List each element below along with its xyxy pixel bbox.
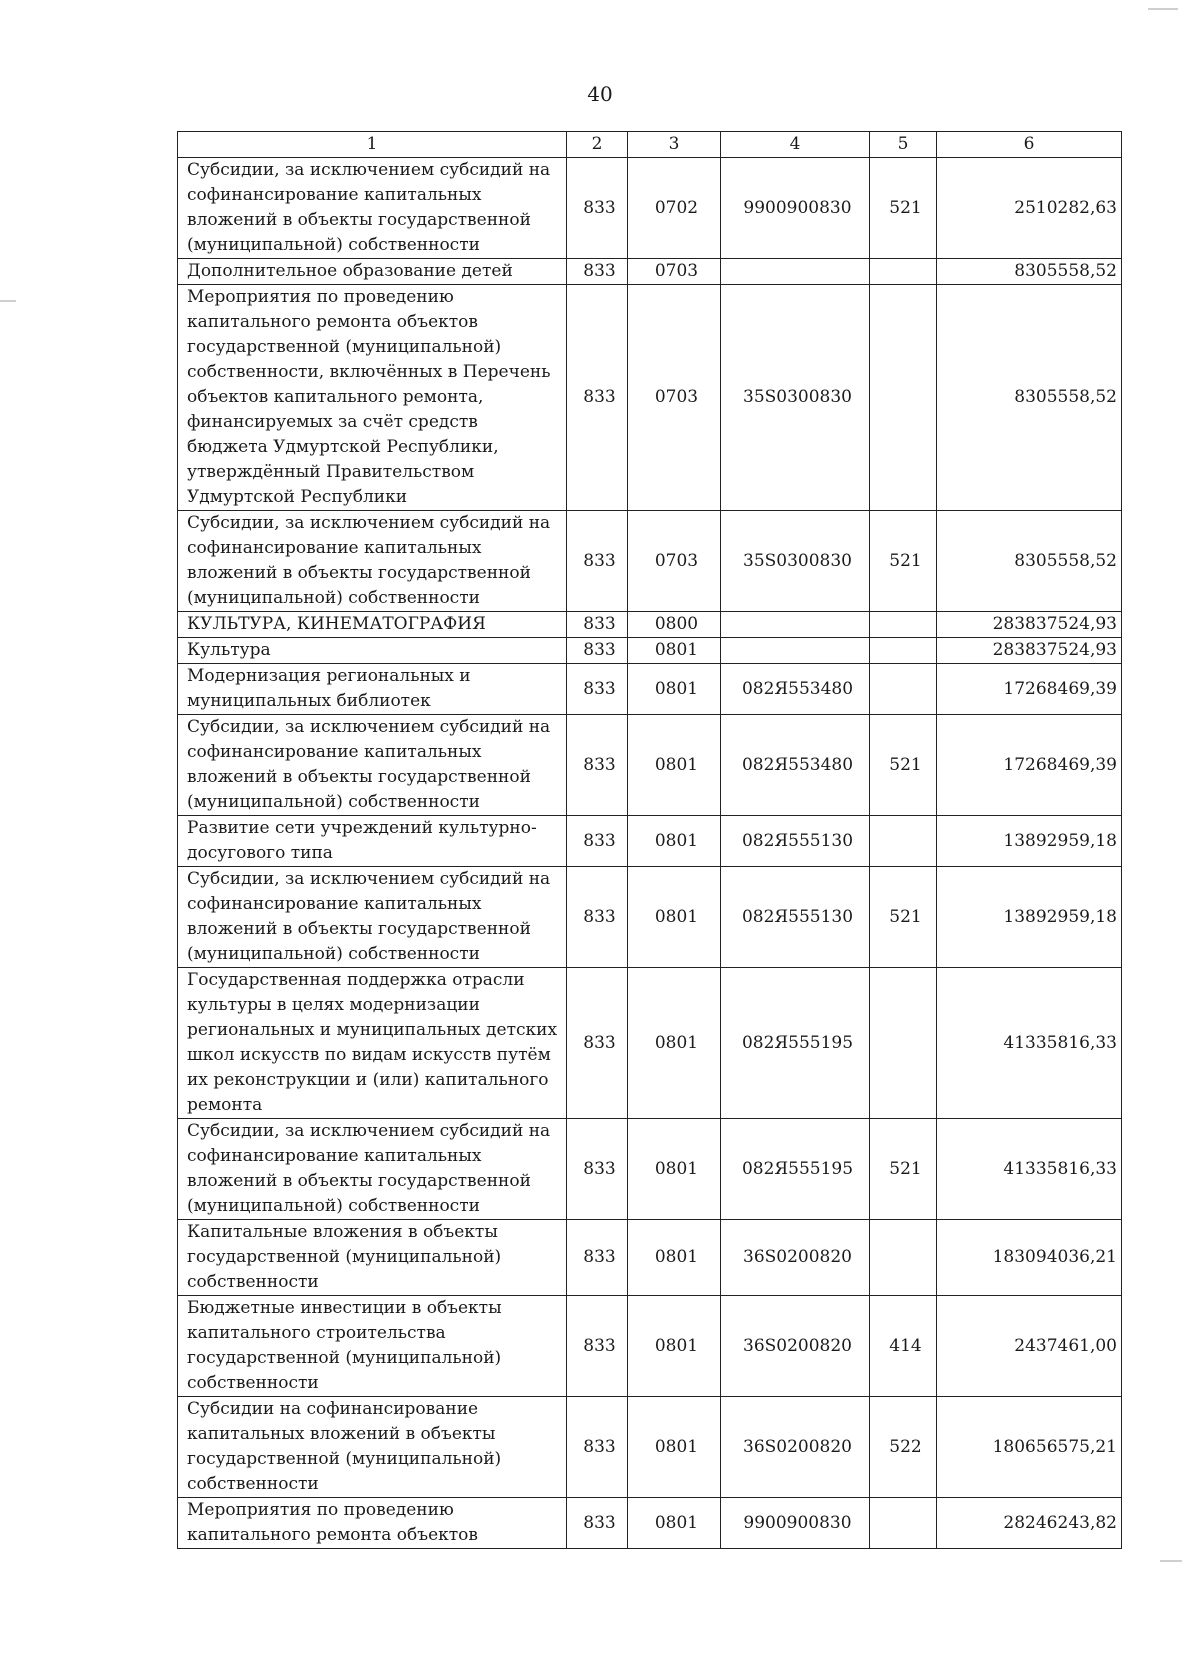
table-row xyxy=(178,1119,1122,1220)
row-amount-cell: 183094036,21 xyxy=(937,1220,1122,1296)
row-expense-type-cell: 414 xyxy=(870,1296,937,1397)
table-row xyxy=(178,1296,1122,1397)
table-row xyxy=(178,158,1122,259)
row-amount-cell: 17268469,39 xyxy=(937,715,1122,816)
row-section-cell: 0801 xyxy=(628,1397,721,1498)
row-ved-cell: 833 xyxy=(567,1296,628,1397)
row-name-cell: КУЛЬТУРА, КИНЕМАТОГРАФИЯ xyxy=(178,612,567,638)
table-row xyxy=(178,638,1122,664)
row-name-cell: Дополнительное образование детей xyxy=(178,259,567,285)
row-amount-cell: 283837524,93 xyxy=(937,638,1122,664)
row-amount-cell: 180656575,21 xyxy=(937,1397,1122,1498)
header-col-3: 3 xyxy=(628,132,721,158)
row-target-article-cell: 35S0300830 xyxy=(721,285,870,511)
row-target-article-cell: 082Я555130 xyxy=(721,867,870,968)
row-ved-cell: 833 xyxy=(567,715,628,816)
row-target-article-cell: 36S0200820 xyxy=(721,1397,870,1498)
row-section-cell: 0801 xyxy=(628,1296,721,1397)
row-expense-type-cell xyxy=(870,816,937,867)
row-name-cell: Субсидии, за исключением субсидий на софинансирование капитальных вложений в объекты государственной (муниципальной) собственности xyxy=(178,715,567,816)
row-expense-type-cell: 521 xyxy=(870,715,937,816)
row-expense-type-cell xyxy=(870,1498,937,1549)
row-expense-type-cell xyxy=(870,664,937,715)
row-name-cell: Капитальные вложения в объекты государственной (муниципальной) собственности xyxy=(178,1220,567,1296)
budget-table xyxy=(177,131,1122,1549)
row-name-cell: Развитие сети учреждений культурно-досугового типа xyxy=(178,816,567,867)
row-target-article-cell: 9900900830 xyxy=(721,1498,870,1549)
row-amount-cell: 2437461,00 xyxy=(937,1296,1122,1397)
header-col-4: 4 xyxy=(721,132,870,158)
row-section-cell: 0801 xyxy=(628,715,721,816)
row-name-cell: Государственная поддержка отрасли культуры в целях модернизации региональных и муниципальных детских школ искусств по видам искусств путём их реконструкции и (или) капитального ремонта xyxy=(178,968,567,1119)
row-amount-cell: 8305558,52 xyxy=(937,285,1122,511)
row-name-cell: Субсидии, за исключением субсидий на софинансирование капитальных вложений в объекты государственной (муниципальной) собственности xyxy=(178,867,567,968)
row-section-cell: 0801 xyxy=(628,1220,721,1296)
scan-speck xyxy=(0,300,16,302)
row-target-article-cell: 36S0200820 xyxy=(721,1220,870,1296)
row-name-cell: Субсидии, за исключением субсидий на софинансирование капитальных вложений в объекты государственной (муниципальной) собственности xyxy=(178,1119,567,1220)
row-target-article-cell: 36S0200820 xyxy=(721,1296,870,1397)
row-amount-cell: 28246243,82 xyxy=(937,1498,1122,1549)
table-row xyxy=(178,612,1122,638)
row-name-cell: Мероприятия по проведению капитального ремонта объектов xyxy=(178,1498,567,1549)
row-ved-cell: 833 xyxy=(567,968,628,1119)
row-amount-cell: 2510282,63 xyxy=(937,158,1122,259)
row-ved-cell: 833 xyxy=(567,1397,628,1498)
row-name-cell: Модернизация региональных и муниципальных библиотек xyxy=(178,664,567,715)
row-ved-cell: 833 xyxy=(567,638,628,664)
row-name-cell: Субсидии, за исключением субсидий на софинансирование капитальных вложений в объекты государственной (муниципальной) собственности xyxy=(178,158,567,259)
header-col-2: 2 xyxy=(567,132,628,158)
table-row xyxy=(178,816,1122,867)
row-name-cell: Субсидии, за исключением субсидий на софинансирование капитальных вложений в объекты государственной (муниципальной) собственности xyxy=(178,511,567,612)
row-amount-cell: 41335816,33 xyxy=(937,968,1122,1119)
header-row xyxy=(178,132,1122,158)
row-section-cell: 0800 xyxy=(628,612,721,638)
table-body xyxy=(178,158,1122,1549)
row-name-cell: Бюджетные инвестиции в объекты капитального строительства государственной (муниципальной) собственности xyxy=(178,1296,567,1397)
table-row xyxy=(178,968,1122,1119)
header-col-6: 6 xyxy=(937,132,1122,158)
row-amount-cell: 13892959,18 xyxy=(937,867,1122,968)
row-section-cell: 0801 xyxy=(628,1498,721,1549)
row-ved-cell: 833 xyxy=(567,867,628,968)
row-ved-cell: 833 xyxy=(567,1220,628,1296)
row-section-cell: 0703 xyxy=(628,511,721,612)
row-amount-cell: 8305558,52 xyxy=(937,511,1122,612)
header-col-1: 1 xyxy=(178,132,567,158)
row-target-article-cell: 082Я553480 xyxy=(721,664,870,715)
row-expense-type-cell xyxy=(870,612,937,638)
row-amount-cell: 13892959,18 xyxy=(937,816,1122,867)
row-amount-cell: 283837524,93 xyxy=(937,612,1122,638)
row-expense-type-cell: 521 xyxy=(870,1119,937,1220)
row-section-cell: 0703 xyxy=(628,285,721,511)
row-expense-type-cell: 521 xyxy=(870,867,937,968)
table-row xyxy=(178,1397,1122,1498)
row-target-article-cell: 9900900830 xyxy=(721,158,870,259)
scan-speck xyxy=(1160,1560,1182,1562)
row-section-cell: 0801 xyxy=(628,664,721,715)
row-ved-cell: 833 xyxy=(567,816,628,867)
row-target-article-cell: 35S0300830 xyxy=(721,511,870,612)
row-expense-type-cell xyxy=(870,1220,937,1296)
row-ved-cell: 833 xyxy=(567,664,628,715)
row-amount-cell: 8305558,52 xyxy=(937,259,1122,285)
row-name-cell: Субсидии на софинансирование капитальных вложений в объекты государственной (муниципальной) собственности xyxy=(178,1397,567,1498)
table-row xyxy=(178,1220,1122,1296)
row-ved-cell: 833 xyxy=(567,511,628,612)
row-ved-cell: 833 xyxy=(567,285,628,511)
row-section-cell: 0702 xyxy=(628,158,721,259)
row-target-article-cell: 082Я555195 xyxy=(721,968,870,1119)
row-section-cell: 0801 xyxy=(628,867,721,968)
row-amount-cell: 41335816,33 xyxy=(937,1119,1122,1220)
row-expense-type-cell xyxy=(870,638,937,664)
row-expense-type-cell: 521 xyxy=(870,158,937,259)
row-target-article-cell: 082Я555195 xyxy=(721,1119,870,1220)
scan-speck xyxy=(1148,8,1178,10)
table-row xyxy=(178,511,1122,612)
row-expense-type-cell: 521 xyxy=(870,511,937,612)
row-target-article-cell xyxy=(721,638,870,664)
row-ved-cell: 833 xyxy=(567,1498,628,1549)
row-expense-type-cell xyxy=(870,259,937,285)
row-section-cell: 0801 xyxy=(628,1119,721,1220)
row-section-cell: 0801 xyxy=(628,968,721,1119)
row-name-cell: Культура xyxy=(178,638,567,664)
row-expense-type-cell: 522 xyxy=(870,1397,937,1498)
row-target-article-cell xyxy=(721,612,870,638)
row-ved-cell: 833 xyxy=(567,259,628,285)
row-section-cell: 0801 xyxy=(628,816,721,867)
row-section-cell: 0703 xyxy=(628,259,721,285)
table-row xyxy=(178,259,1122,285)
row-ved-cell: 833 xyxy=(567,612,628,638)
row-expense-type-cell xyxy=(870,285,937,511)
row-target-article-cell: 082Я553480 xyxy=(721,715,870,816)
table-row xyxy=(178,1498,1122,1549)
table-row xyxy=(178,867,1122,968)
table-row xyxy=(178,285,1122,511)
row-target-article-cell: 082Я555130 xyxy=(721,816,870,867)
row-expense-type-cell xyxy=(870,968,937,1119)
row-ved-cell: 833 xyxy=(567,1119,628,1220)
row-ved-cell: 833 xyxy=(567,158,628,259)
row-target-article-cell xyxy=(721,259,870,285)
table-row xyxy=(178,715,1122,816)
table-header xyxy=(178,132,1122,158)
table-row xyxy=(178,664,1122,715)
row-name-cell: Мероприятия по проведению капитального ремонта объектов государственной (муниципальной) собственности, включённых в Перечень объектов капитального ремонта, финансируемых за счёт средств бюджета Удмуртской Республики, утверждённый Правительством Удмуртской Республики xyxy=(178,285,567,511)
row-section-cell: 0801 xyxy=(628,638,721,664)
page-number: 40 xyxy=(587,82,613,106)
header-col-5: 5 xyxy=(870,132,937,158)
row-amount-cell: 17268469,39 xyxy=(937,664,1122,715)
